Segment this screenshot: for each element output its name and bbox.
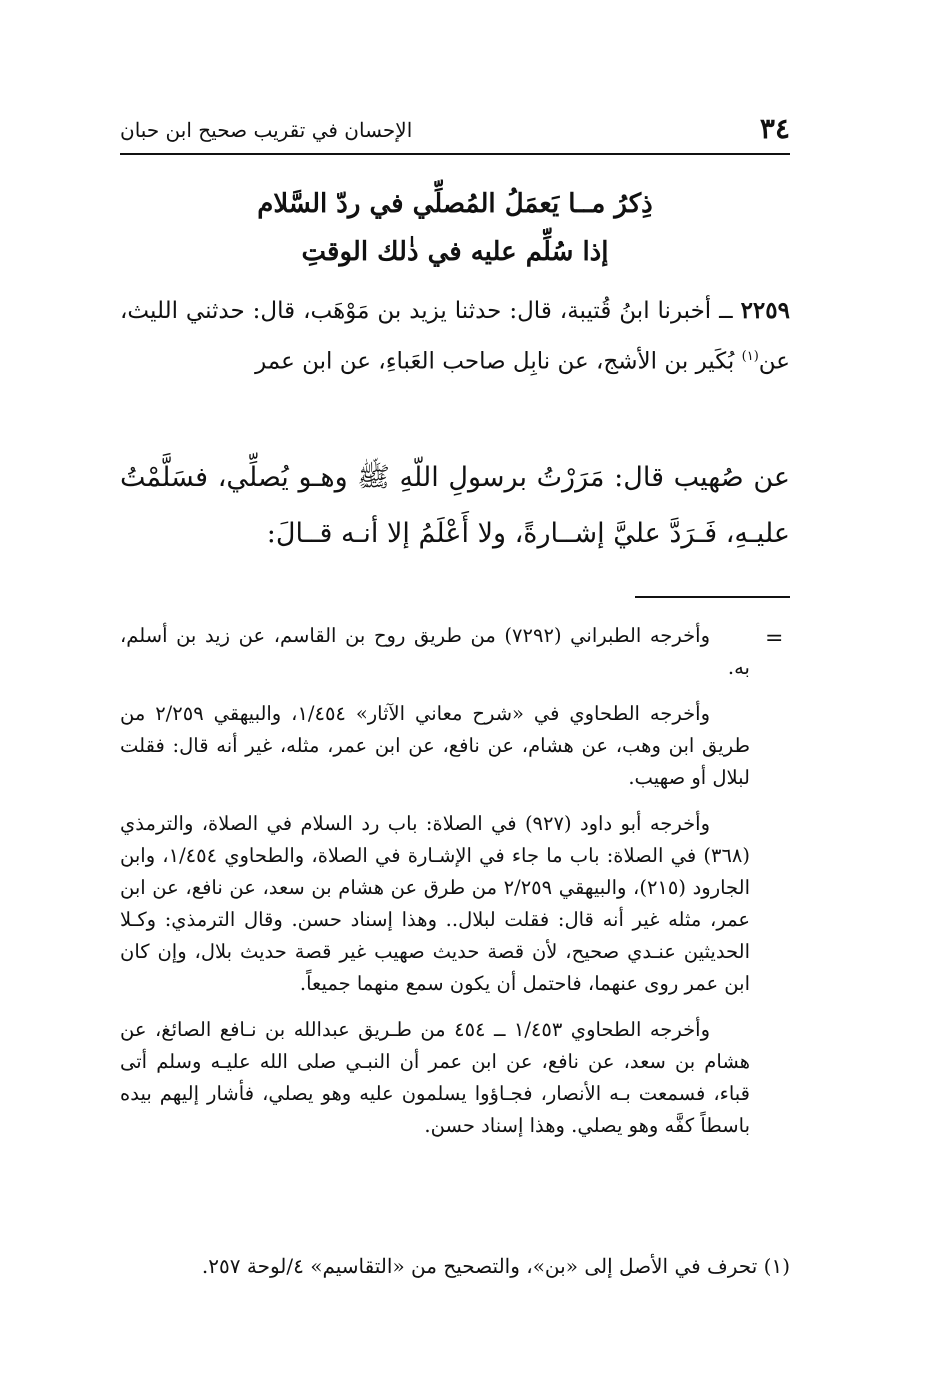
chapter-heading xyxy=(120,180,790,276)
note-paragraph: وأخرجه الطحاوي ١/٤٥٣ ــ ٤٥٤ من طـريق عبدالله بن نـافع الصائغ، عن هشام بن سعد، عن نافع، عن ابن عمر أن النبـي صلى الله عليـه وسلم أتى قباء، فسمعت بـه الأنصار، فجـاؤوا يسلمون عليه وهو يصلي، فأشار إليهم بيده باسطاً كفَّه وهو يصلي. وهذا إسناد حسن. xyxy=(120,1018,750,1137)
header-divider xyxy=(120,153,790,155)
note-paragraph: وأخرجه أبو داود (٩٢٧) في الصلاة: باب رد السلام في الصلاة، والترمذي (٣٦٨) في الصلاة: باب ما جاء في الإشـارة في الصلاة، والطحاوي ١/٤٥٤، وابن الجارود (٢١٥)، والبيهقي ٢/٢٥٩ من طرق عن هشام بن سعد، عن نافع، عن ابن عمر، مثله غير أنه قال: فقلت لبلال.. وهذا إسناد حسن. وقال الترمذي: وكـلا الحديثين عنـدي صحيح، لأن قصة حديث صهيب غير قصة حديث بلال، وإن كان ابن عمر روى عنهما، فاحتمل أن يكون سمع منهما جميعاً. xyxy=(120,812,750,995)
note-paragraph: وأخرجه الطبراني (٧٢٩٢) من طريق روح بن القاسم، عن زيد بن أسلم، به. xyxy=(120,624,750,679)
note-paragraph: وأخرجه الطحاوي في «شرح معاني الآثار» ١/٤٥٤، والبيهقي ٢/٢٥٩ من طريق ابن وهب، عن هشام، عن نافع، عن ابن عمر، مثله، غير أنه قال: فقلت لبلال أو صهيب. xyxy=(120,702,750,789)
hadith-number: ٢٢٥٩ xyxy=(740,297,790,324)
chapter-title-line-2: إذا سُلِّم عليه في ذٰلك الوقتِ xyxy=(301,237,609,267)
running-header xyxy=(120,108,790,152)
hadith-isnad xyxy=(120,288,790,385)
notes-section xyxy=(120,620,750,1156)
isnad-text-part-2: بُكَير بن الأشج، عن نابِل صاحب العَباءِ، عن ابن عمر xyxy=(255,348,735,375)
footnote: (١) تحرف في الأصل إلى «بن»، والتصحيح من «التقاسيم» ٤/لوحة ٢٥٧. xyxy=(201,1254,790,1278)
hadith-matn: عن صُهيب قال: مَرَرْتُ برسولِ اللّهِ ﷺ وهـو يُصلِّي، فسَلَّمْتُ عليـهِ، فَـرَدَّ عليَّ إشــارةً، ولا أَعْلَمُ إلا أنـه قــالَ: xyxy=(120,462,791,549)
notes-divider xyxy=(635,596,790,598)
book-title: الإحسان في تقريب صحيح ابن حبان xyxy=(120,118,413,142)
chapter-title-line-1: ذِكرُ مــا يَعمَلُ المُصلِّي في ردّ السَّلام xyxy=(257,189,653,219)
continuation-mark: = xyxy=(765,626,784,651)
isnad-text-part-1: ــ أخبرنا ابنُ قُتيبة، قال: حدثنا يزيد بن مَوْهَب، قال: حدثني الليث، عن xyxy=(120,298,790,375)
footnote-reference: (١) xyxy=(741,349,759,364)
page-number: ٣٤ xyxy=(759,112,790,145)
